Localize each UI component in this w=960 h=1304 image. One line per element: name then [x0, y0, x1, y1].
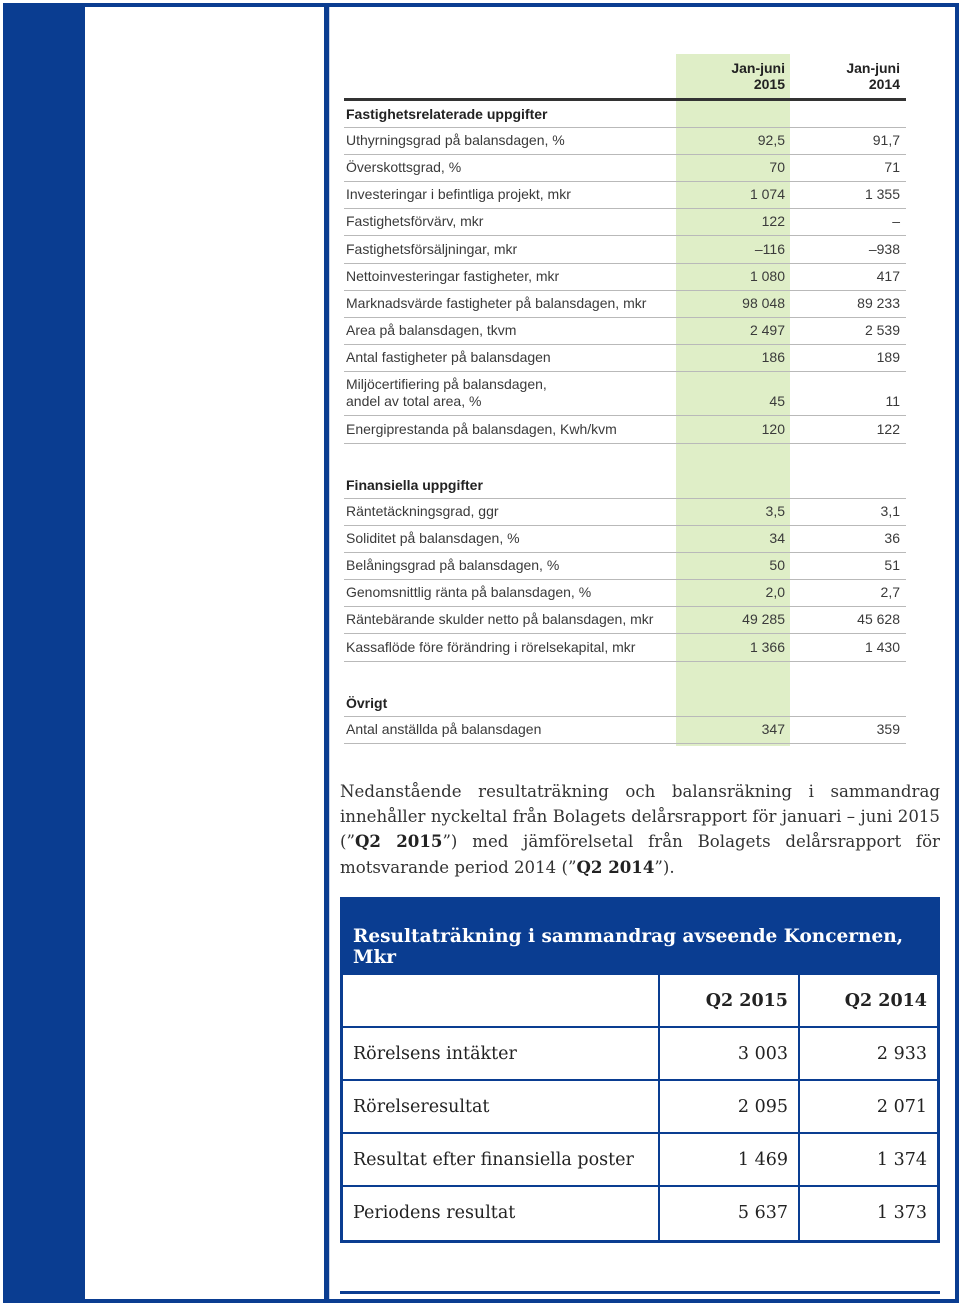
intro-paragraph	[340, 780, 940, 880]
value-2014: 1 355	[864, 186, 900, 202]
value-2015: 186	[761, 349, 785, 365]
row-label-line1: Investeringar i befintliga projekt, mkr	[346, 186, 571, 202]
table-row	[344, 580, 906, 607]
value-2014: 91,7	[872, 132, 900, 148]
cell-q2-2015	[660, 1081, 800, 1132]
value-2014: 1 430	[864, 639, 900, 655]
table-row	[344, 417, 906, 444]
row-label-line1: Räntebärande skulder netto på balansdagen, mkr	[346, 611, 654, 627]
table-row	[344, 499, 906, 526]
value-2015: 70	[769, 159, 785, 175]
row-label-line1: Area på balansdagen, tkvm	[346, 322, 517, 338]
table-row	[344, 607, 906, 634]
cell-q2-2015-text: 1 469	[737, 1150, 788, 1170]
value-2015: 122	[761, 213, 785, 229]
cell-q2-2015-text: Q2 2015	[705, 991, 788, 1011]
value-2014: –	[892, 213, 900, 229]
sidebar-divider-light	[329, 7, 330, 1299]
section-rule	[344, 101, 906, 128]
table-row	[344, 182, 906, 209]
row-label	[346, 186, 571, 203]
section-title: Fastighetsrelaterade uppgifter	[346, 106, 548, 122]
row-label-line1: Marknadsvärde fastigheter på balansdagen, mkr	[346, 295, 647, 311]
row-label	[346, 159, 461, 176]
cell-q2-2014-text: Q2 2014	[844, 991, 927, 1011]
row-label	[346, 530, 520, 547]
cell-q2-2014	[800, 1081, 937, 1132]
value-2014: 2 539	[864, 322, 900, 338]
results-table	[340, 897, 940, 1243]
cell-q2-2015	[660, 1134, 800, 1185]
value-2015: 34	[769, 530, 785, 546]
results-table-body	[340, 975, 940, 1243]
row-label	[346, 611, 653, 628]
column-header-2015-line2: 2015	[753, 76, 785, 92]
cell-q2-2015-text: 5 637	[737, 1203, 788, 1223]
cell-label	[343, 975, 660, 1026]
column-header-2014	[846, 60, 900, 92]
intro-text-3: ”).	[654, 857, 675, 877]
value-2014: 71	[884, 159, 900, 175]
key-figures-header	[344, 54, 906, 98]
row-label	[346, 268, 559, 285]
value-2014: 417	[876, 268, 900, 284]
row-label-line1: Miljöcertifiering på balansdagen,	[346, 376, 547, 392]
row-label-line1: Antal anställda på balansdagen	[346, 721, 542, 737]
row-label-line1: Kassaflöde före förändring i rörelsekapital, mkr	[346, 639, 636, 655]
row-label-line1: Energiprestanda på balansdagen, Kwh/kvm	[346, 421, 617, 437]
cell-q2-2015	[660, 1028, 800, 1079]
cell-q2-2014-text: 2 933	[876, 1044, 927, 1064]
cell-label	[343, 1081, 660, 1132]
value-2015: 1 366	[749, 639, 785, 655]
value-2015: 98 048	[742, 295, 785, 311]
cell-label-text: Rörelsens intäkter	[353, 1044, 517, 1064]
table-row	[344, 209, 906, 236]
table-row	[344, 318, 906, 345]
cell-q2-2015-text: 3 003	[737, 1044, 788, 1064]
row-label-line1: Antal fastigheter på balansdagen	[346, 349, 551, 365]
cell-q2-2014	[800, 975, 937, 1026]
cell-q2-2014-text: 1 374	[876, 1150, 927, 1170]
bottom-rule	[340, 1291, 940, 1294]
row-label	[346, 721, 541, 738]
value-2014: 189	[876, 349, 900, 365]
value-2015: 50	[769, 557, 785, 573]
cell-q2-2014-text: 2 071	[876, 1097, 927, 1117]
value-2014: 36	[884, 530, 900, 546]
results-table-title: Resultaträkning i sammandrag avseende Koncernen, Mkr	[353, 926, 904, 968]
value-2014: 122	[876, 421, 900, 437]
cell-label-text: Resultat efter finansiella poster	[353, 1150, 634, 1170]
column-header-2014-line2: 2014	[868, 76, 900, 92]
table-row	[344, 155, 906, 182]
value-2014: 11	[885, 393, 900, 409]
row-label-line1: Fastighetsförsäljningar, mkr	[346, 241, 518, 257]
table-row	[344, 372, 906, 416]
row-label	[346, 349, 551, 366]
value-2015: 49 285	[742, 611, 785, 627]
row-label-line1: Överskottsgrad, %	[346, 159, 462, 175]
column-header-2015-line1: Jan-juni	[731, 60, 785, 76]
value-2014: 3,1	[880, 503, 900, 519]
intro-text-2: ”) med jämförelsetal från Bolagets delårsrapport för motsvarande period 2014 (”	[340, 832, 940, 877]
cell-q2-2015	[660, 1187, 800, 1240]
table-row	[343, 1028, 937, 1081]
value-2014: 2,7	[880, 584, 900, 600]
row-label-line1: Nettoinvesteringar fastigheter, mkr	[346, 268, 560, 284]
value-2015: 120	[761, 421, 785, 437]
value-2015: 3,5	[765, 503, 785, 519]
row-label	[346, 241, 517, 258]
table-row	[344, 128, 906, 155]
intro-text-1: Nedanstående resultaträkning och balansräkning i sammandrag innehåller nyckeltal från Bolagets delårsrapport för januari – juni 2015 (”	[340, 782, 940, 851]
cell-q2-2015-text: 2 095	[737, 1097, 788, 1117]
value-2014: 51	[884, 557, 900, 573]
column-header-2015	[731, 60, 785, 92]
value-2015: 45	[769, 393, 785, 409]
table-row	[344, 291, 906, 318]
table-row	[343, 1187, 937, 1240]
value-2015: 1 080	[749, 268, 785, 284]
table-row	[344, 717, 906, 744]
row-label	[346, 322, 516, 339]
intro-bold-q2-2015: Q2 2015	[354, 831, 443, 851]
table-row	[344, 345, 906, 372]
key-figures-table	[344, 54, 906, 746]
row-label-line1: Soliditet på balansdagen, %	[346, 530, 520, 546]
row-label	[346, 376, 547, 410]
column-header-2014-line1: Jan-juni	[846, 60, 900, 76]
value-2015: –116	[754, 241, 785, 257]
row-label	[346, 421, 617, 438]
value-2014: 359	[876, 721, 900, 737]
intro-bold-q2-2014: Q2 2014	[576, 856, 655, 877]
cell-q2-2014	[800, 1028, 937, 1079]
row-label	[346, 295, 646, 312]
row-label-line1: Genomsnittlig ränta på balansdagen, %	[346, 584, 592, 600]
row-label-line1: Räntetäckningsgrad, ggr	[346, 503, 499, 519]
row-label	[346, 557, 559, 574]
value-2014: –938	[868, 241, 900, 257]
section-rule	[344, 472, 906, 499]
row-label	[346, 213, 483, 230]
table-row	[343, 1134, 937, 1187]
table-row	[344, 526, 906, 553]
cell-q2-2014-text: 1 373	[876, 1203, 927, 1223]
row-label-line2: andel av total area, %	[346, 393, 482, 409]
section-title: Övrigt	[346, 695, 388, 711]
value-2014: 45 628	[857, 611, 900, 627]
row-label	[346, 639, 635, 656]
row-label-line1: Belåningsgrad på balansdagen, %	[346, 557, 560, 573]
table-row	[344, 237, 906, 264]
value-2015: 1 074	[749, 186, 785, 202]
table-row	[344, 264, 906, 291]
cell-label	[343, 1028, 660, 1079]
value-2015: 92,5	[757, 132, 785, 148]
table-row	[343, 1081, 937, 1134]
value-2015: 2 497	[749, 322, 785, 338]
cell-q2-2015	[660, 975, 800, 1026]
table-row	[344, 553, 906, 580]
row-label	[346, 503, 499, 520]
table-row	[344, 635, 906, 662]
cell-label-text: Periodens resultat	[353, 1203, 516, 1223]
results-table-title-bar	[340, 897, 940, 975]
value-2015: 2,0	[765, 584, 785, 600]
section-rule	[344, 690, 906, 717]
value-2014: 89 233	[857, 295, 900, 311]
left-sidebar	[7, 7, 85, 1299]
row-label	[346, 584, 591, 601]
row-label-line1: Uthyrningsgrad på balansdagen, %	[346, 132, 565, 148]
section-title: Finansiella uppgifter	[346, 477, 483, 493]
value-2015: 347	[761, 721, 785, 737]
row-label	[346, 132, 565, 149]
cell-label	[343, 1187, 660, 1240]
cell-q2-2014	[800, 1134, 937, 1185]
cell-label-text: Rörelseresultat	[353, 1097, 490, 1117]
cell-label	[343, 1134, 660, 1185]
cell-q2-2014	[800, 1187, 937, 1240]
row-label-line1: Fastighetsförvärv, mkr	[346, 213, 484, 229]
results-header-row	[343, 975, 937, 1028]
